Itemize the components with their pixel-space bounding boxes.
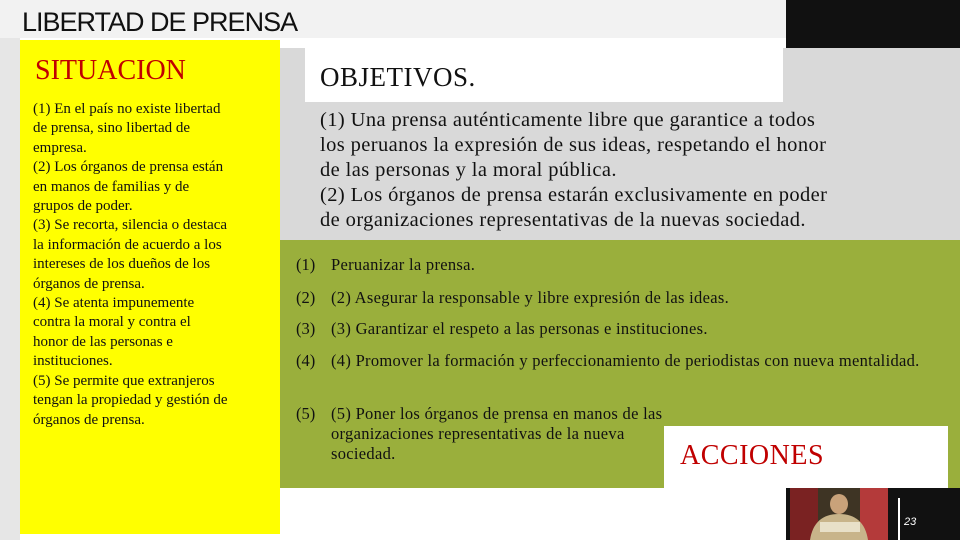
list-item-text: (3) Garantizar el respeto a las personas e instituciones. (331, 319, 708, 338)
list-item-text: (5) Poner los órganos de prensa en manos de las organizaciones representativas de la nueva sociedad. (331, 404, 663, 463)
list-item (296, 351, 951, 371)
list-item-number: (5) (296, 404, 316, 423)
situacion-line: intereses de los dueños de los (33, 256, 211, 273)
objetivos-heading: OBJETIVOS. (320, 62, 476, 92)
situacion-line: (2) Los órganos de prensa están (33, 159, 224, 176)
objetivos-line: (1) Una prensa auténticamente libre que garantice a todos (320, 109, 816, 131)
objetivos-line: los peruanos la expresión de sus ideas, respetando el honor (320, 134, 827, 156)
list-item-number: (3) (296, 319, 316, 338)
situacion-line: honor de las personas e (33, 333, 173, 350)
situacion-text (33, 100, 273, 430)
list-item-text: Peruanizar la prensa. (331, 255, 476, 274)
situacion-line: grupos de poder. (33, 198, 133, 215)
situacion-heading: SITUACION (35, 55, 186, 86)
page-number: 23 (904, 516, 917, 528)
page-divider (898, 498, 900, 540)
list-item-text: (4) Promover la formación y perfeccionamiento de periodistas con nueva mentalidad. (331, 351, 920, 370)
situacion-line: órganos de prensa. (33, 275, 145, 292)
list-item-text: (2) Asegurar la responsable y libre expresión de las ideas. (331, 288, 729, 307)
list-item (296, 255, 951, 275)
list-item (296, 288, 951, 308)
slide-title: LIBERTAD DE PRENSA (22, 7, 298, 37)
list-item (296, 404, 671, 464)
situacion-line: órganos de prensa. (33, 411, 145, 428)
situacion-line: (1) En el país no existe libertad (33, 101, 221, 117)
list-item (296, 319, 951, 339)
situacion-line: (4) Se atenta impunemente (33, 295, 195, 312)
situacion-line: empresa. (33, 139, 87, 156)
situacion-line: contra la moral y contra el (33, 314, 191, 331)
speaker-photo (790, 488, 888, 540)
objetivos-text (320, 108, 940, 233)
list-item-number: (1) (296, 255, 316, 274)
situacion-line: (5) Se permite que extranjeros (33, 372, 215, 389)
situacion-line: en manos de familias y de (33, 178, 190, 195)
list-item-number: (2) (296, 288, 316, 307)
acciones-heading: ACCIONES (680, 440, 825, 471)
situacion-line: instituciones. (33, 353, 113, 370)
list-item-number: (4) (296, 351, 316, 370)
situacion-line: de prensa, sino libertad de (33, 120, 191, 137)
situacion-line: (3) Se recorta, silencia o destaca (33, 217, 228, 234)
left-margin-strip (0, 38, 20, 540)
objetivos-line: de las personas y la moral pública. (320, 159, 617, 181)
objetivos-line: de organizaciones representativas de la nuevas sociedad. (320, 209, 806, 231)
speaker-photo-image (790, 488, 888, 540)
situacion-line: la información de acuerdo a los (33, 236, 222, 253)
objetivos-line: (2) Los órganos de prensa estarán exclusivamente en poder (320, 184, 828, 206)
situacion-line: tengan la propiedad y gestión de (33, 392, 228, 409)
